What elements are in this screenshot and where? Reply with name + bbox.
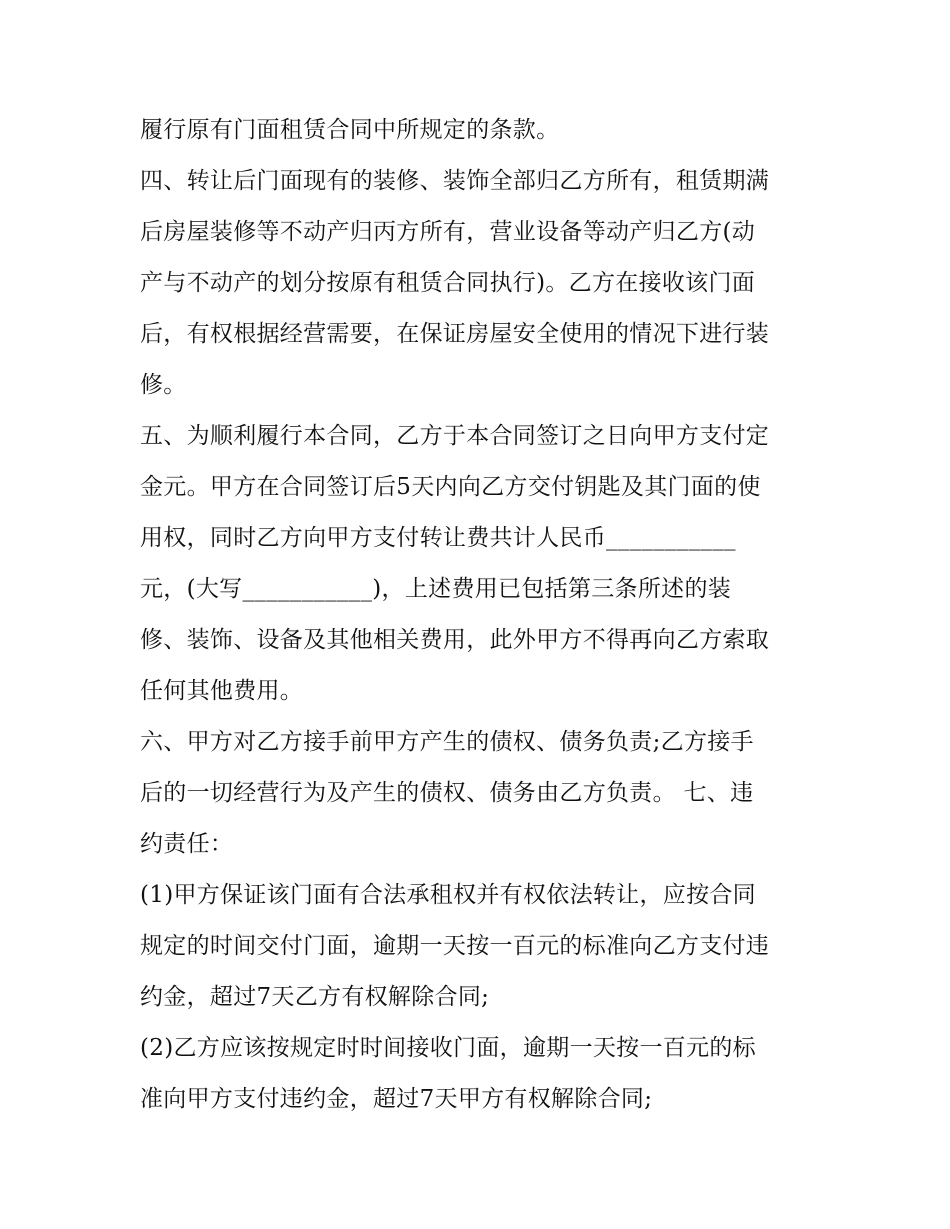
text-line: (2)乙方应该按规定时时间接收门面，逾期一天按一百元的标 (140, 1035, 756, 1061)
text-line: 后，有权根据经营需要，在保证房屋安全使用的情况下进行装 (140, 321, 770, 347)
text-line: 元，(大写___________)，上述费用已包括第三条所述的装 (140, 576, 732, 602)
text-line: 约责任： (140, 831, 234, 857)
text-line: 五、为顺利履行本合同，乙方于本合同签订之日向甲方支付定 (140, 423, 770, 449)
text-line: (1)甲方保证该门面有合法承租权并有权依法转让，应按合同 (140, 882, 756, 908)
text-line: 后的一切经营行为及产生的债权、债务由乙方负责。 七、违 (140, 780, 754, 806)
text-line: 六、甲方对乙方接手前甲方产生的债权、债务负责;乙方接手 (140, 729, 754, 755)
text-line: 产与不动产的划分按原有租赁合同执行)。乙方在接收该门面 (140, 270, 756, 296)
text-line: 四、转让后门面现有的装修、装饰全部归乙方所有，租赁期满 (140, 168, 770, 194)
text-line: 规定的时间交付门面，逾期一天按一百元的标准向乙方支付违 (140, 933, 770, 959)
text-line: 约金，超过7天乙方有权解除合同; (140, 984, 490, 1010)
text-line: 后房屋装修等不动产归丙方所有，营业设备等动产归乙方(动 (140, 219, 756, 245)
contract-body-text (140, 105, 820, 1125)
text-line: 准向甲方支付违约金，超过7天甲方有权解除合同; (140, 1086, 653, 1112)
text-line: 履行原有门面租赁合同中所规定的条款。 (140, 117, 560, 143)
text-line: 任何其他费用。 (140, 678, 304, 704)
text-line: 修、装饰、设备及其他相关费用，此外甲方不得再向乙方索取 (140, 627, 770, 653)
text-line: 用权，同时乙方向甲方支付转让费共计人民币___________ (140, 525, 736, 551)
text-line: 修。 (140, 372, 187, 398)
text-line: 金元。甲方在合同签订后5天内向乙方交付钥匙及其门面的使 (140, 474, 761, 500)
